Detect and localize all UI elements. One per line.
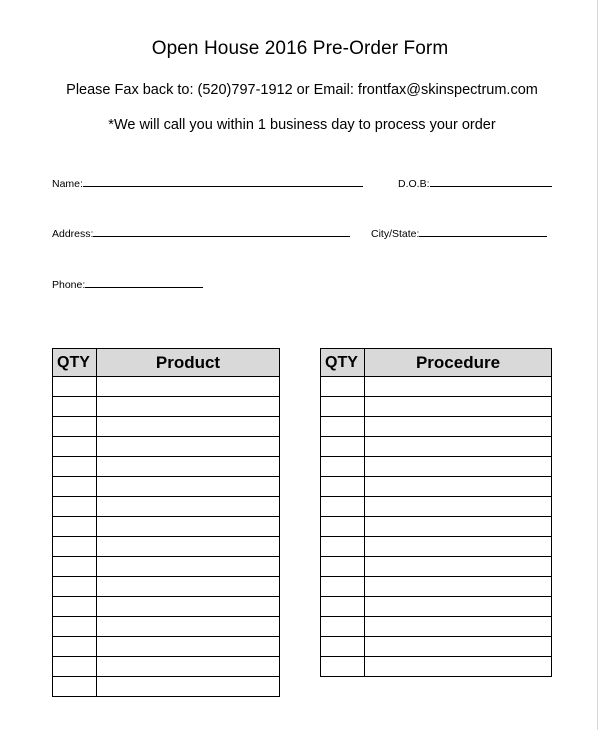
procedure-item-cell[interactable] [365,397,552,417]
procedure-qty-header: QTY [321,349,365,377]
product-item-cell[interactable] [97,397,280,417]
product-row [53,557,280,577]
product-qty-cell[interactable] [53,437,97,457]
procedure-item-cell[interactable] [365,577,552,597]
procedure-qty-cell[interactable] [321,437,365,457]
procedure-item-cell[interactable] [365,477,552,497]
product-row [53,617,280,637]
name-label: Name: [52,178,83,190]
procedure-qty-cell[interactable] [321,477,365,497]
product-row [53,417,280,437]
product-table [52,348,280,697]
dob-field[interactable] [398,177,552,190]
product-item-cell[interactable] [97,597,280,617]
product-item-cell[interactable] [97,517,280,537]
procedure-table-header [321,349,552,377]
product-qty-header: QTY [53,349,97,377]
product-row [53,517,280,537]
procedure-item-cell[interactable] [365,517,552,537]
procedure-row [321,437,552,457]
product-row [53,437,280,457]
phone-field[interactable] [52,278,203,291]
procedure-qty-cell[interactable] [321,657,365,677]
product-row [53,377,280,397]
procedure-item-cell[interactable] [365,617,552,637]
name-line[interactable] [83,177,363,187]
procedure-item-cell[interactable] [365,377,552,397]
product-item-cell[interactable] [97,637,280,657]
product-row [53,537,280,557]
product-item-cell[interactable] [97,537,280,557]
product-row [53,577,280,597]
procedure-item-cell[interactable] [365,657,552,677]
product-item-cell[interactable] [97,477,280,497]
product-qty-cell[interactable] [53,557,97,577]
procedure-qty-cell[interactable] [321,577,365,597]
product-qty-cell[interactable] [53,657,97,677]
procedure-qty-cell[interactable] [321,597,365,617]
procedure-row [321,557,552,577]
dob-line[interactable] [430,177,552,187]
procedure-item-cell[interactable] [365,457,552,477]
address-label: Address: [52,228,94,240]
procedure-qty-cell[interactable] [321,497,365,517]
procedure-item-cell[interactable] [365,537,552,557]
product-qty-cell[interactable] [53,577,97,597]
procedure-item-cell[interactable] [365,417,552,437]
procedure-qty-cell[interactable] [321,557,365,577]
procedure-row [321,497,552,517]
address-line[interactable] [93,227,350,237]
procedure-item-cell[interactable] [365,497,552,517]
procedure-qty-cell[interactable] [321,617,365,637]
procedure-item-cell[interactable] [365,437,552,457]
product-qty-cell[interactable] [53,417,97,437]
procedure-row [321,417,552,437]
product-qty-cell[interactable] [53,457,97,477]
product-item-cell[interactable] [97,457,280,477]
address-field[interactable] [52,227,350,240]
procedure-qty-cell[interactable] [321,537,365,557]
procedure-row [321,377,552,397]
product-item-cell[interactable] [97,657,280,677]
fax-instructions: Please Fax back to: (520)797-1912 or Email: frontfax@skinspectrum.com [66,82,538,98]
product-item-cell[interactable] [97,557,280,577]
product-item-cell[interactable] [97,377,280,397]
procedure-item-cell[interactable] [365,597,552,617]
dob-label: D.O.B: [398,178,430,190]
name-field[interactable] [52,177,363,190]
product-row [53,657,280,677]
product-row [53,637,280,657]
product-item-cell[interactable] [97,437,280,457]
product-qty-cell[interactable] [53,377,97,397]
procedure-qty-cell[interactable] [321,397,365,417]
procedure-row [321,537,552,557]
product-qty-cell[interactable] [53,537,97,557]
product-qty-cell[interactable] [53,397,97,417]
product-row [53,597,280,617]
procedure-row [321,597,552,617]
product-item-cell[interactable] [97,677,280,697]
product-qty-cell[interactable] [53,497,97,517]
procedure-table [320,348,552,677]
procedure-qty-cell[interactable] [321,517,365,537]
procedure-item-cell[interactable] [365,637,552,657]
product-table-header [53,349,280,377]
procedure-qty-cell[interactable] [321,457,365,477]
phone-line[interactable] [85,278,203,288]
procedure-qty-cell[interactable] [321,377,365,397]
procedure-row [321,477,552,497]
product-qty-cell[interactable] [53,617,97,637]
product-row [53,397,280,417]
product-qty-cell[interactable] [53,677,97,697]
city-state-label: City/State: [371,228,420,240]
product-qty-cell[interactable] [53,637,97,657]
product-item-cell[interactable] [97,617,280,637]
phone-label: Phone: [52,279,86,291]
procedure-header: Procedure [365,349,552,377]
city-state-field[interactable] [371,227,547,240]
product-qty-cell[interactable] [53,517,97,537]
product-row [53,477,280,497]
procedure-row [321,457,552,477]
product-row [53,677,280,697]
product-qty-cell[interactable] [53,597,97,617]
product-item-cell[interactable] [97,417,280,437]
procedure-item-cell[interactable] [365,557,552,577]
product-row [53,457,280,477]
procedure-row [321,517,552,537]
city-state-line[interactable] [419,227,547,237]
callback-notice: *We will call you within 1 business day to process your order [108,117,496,133]
procedure-qty-cell[interactable] [321,417,365,437]
form-title: Open House 2016 Pre-Order Form [151,38,449,59]
product-row [53,497,280,517]
procedure-row [321,617,552,637]
procedure-row [321,577,552,597]
product-qty-cell[interactable] [53,477,97,497]
procedure-row [321,397,552,417]
product-header: Product [97,349,280,377]
product-item-cell[interactable] [97,497,280,517]
procedure-row [321,637,552,657]
procedure-qty-cell[interactable] [321,637,365,657]
product-item-cell[interactable] [97,577,280,597]
procedure-row [321,657,552,677]
